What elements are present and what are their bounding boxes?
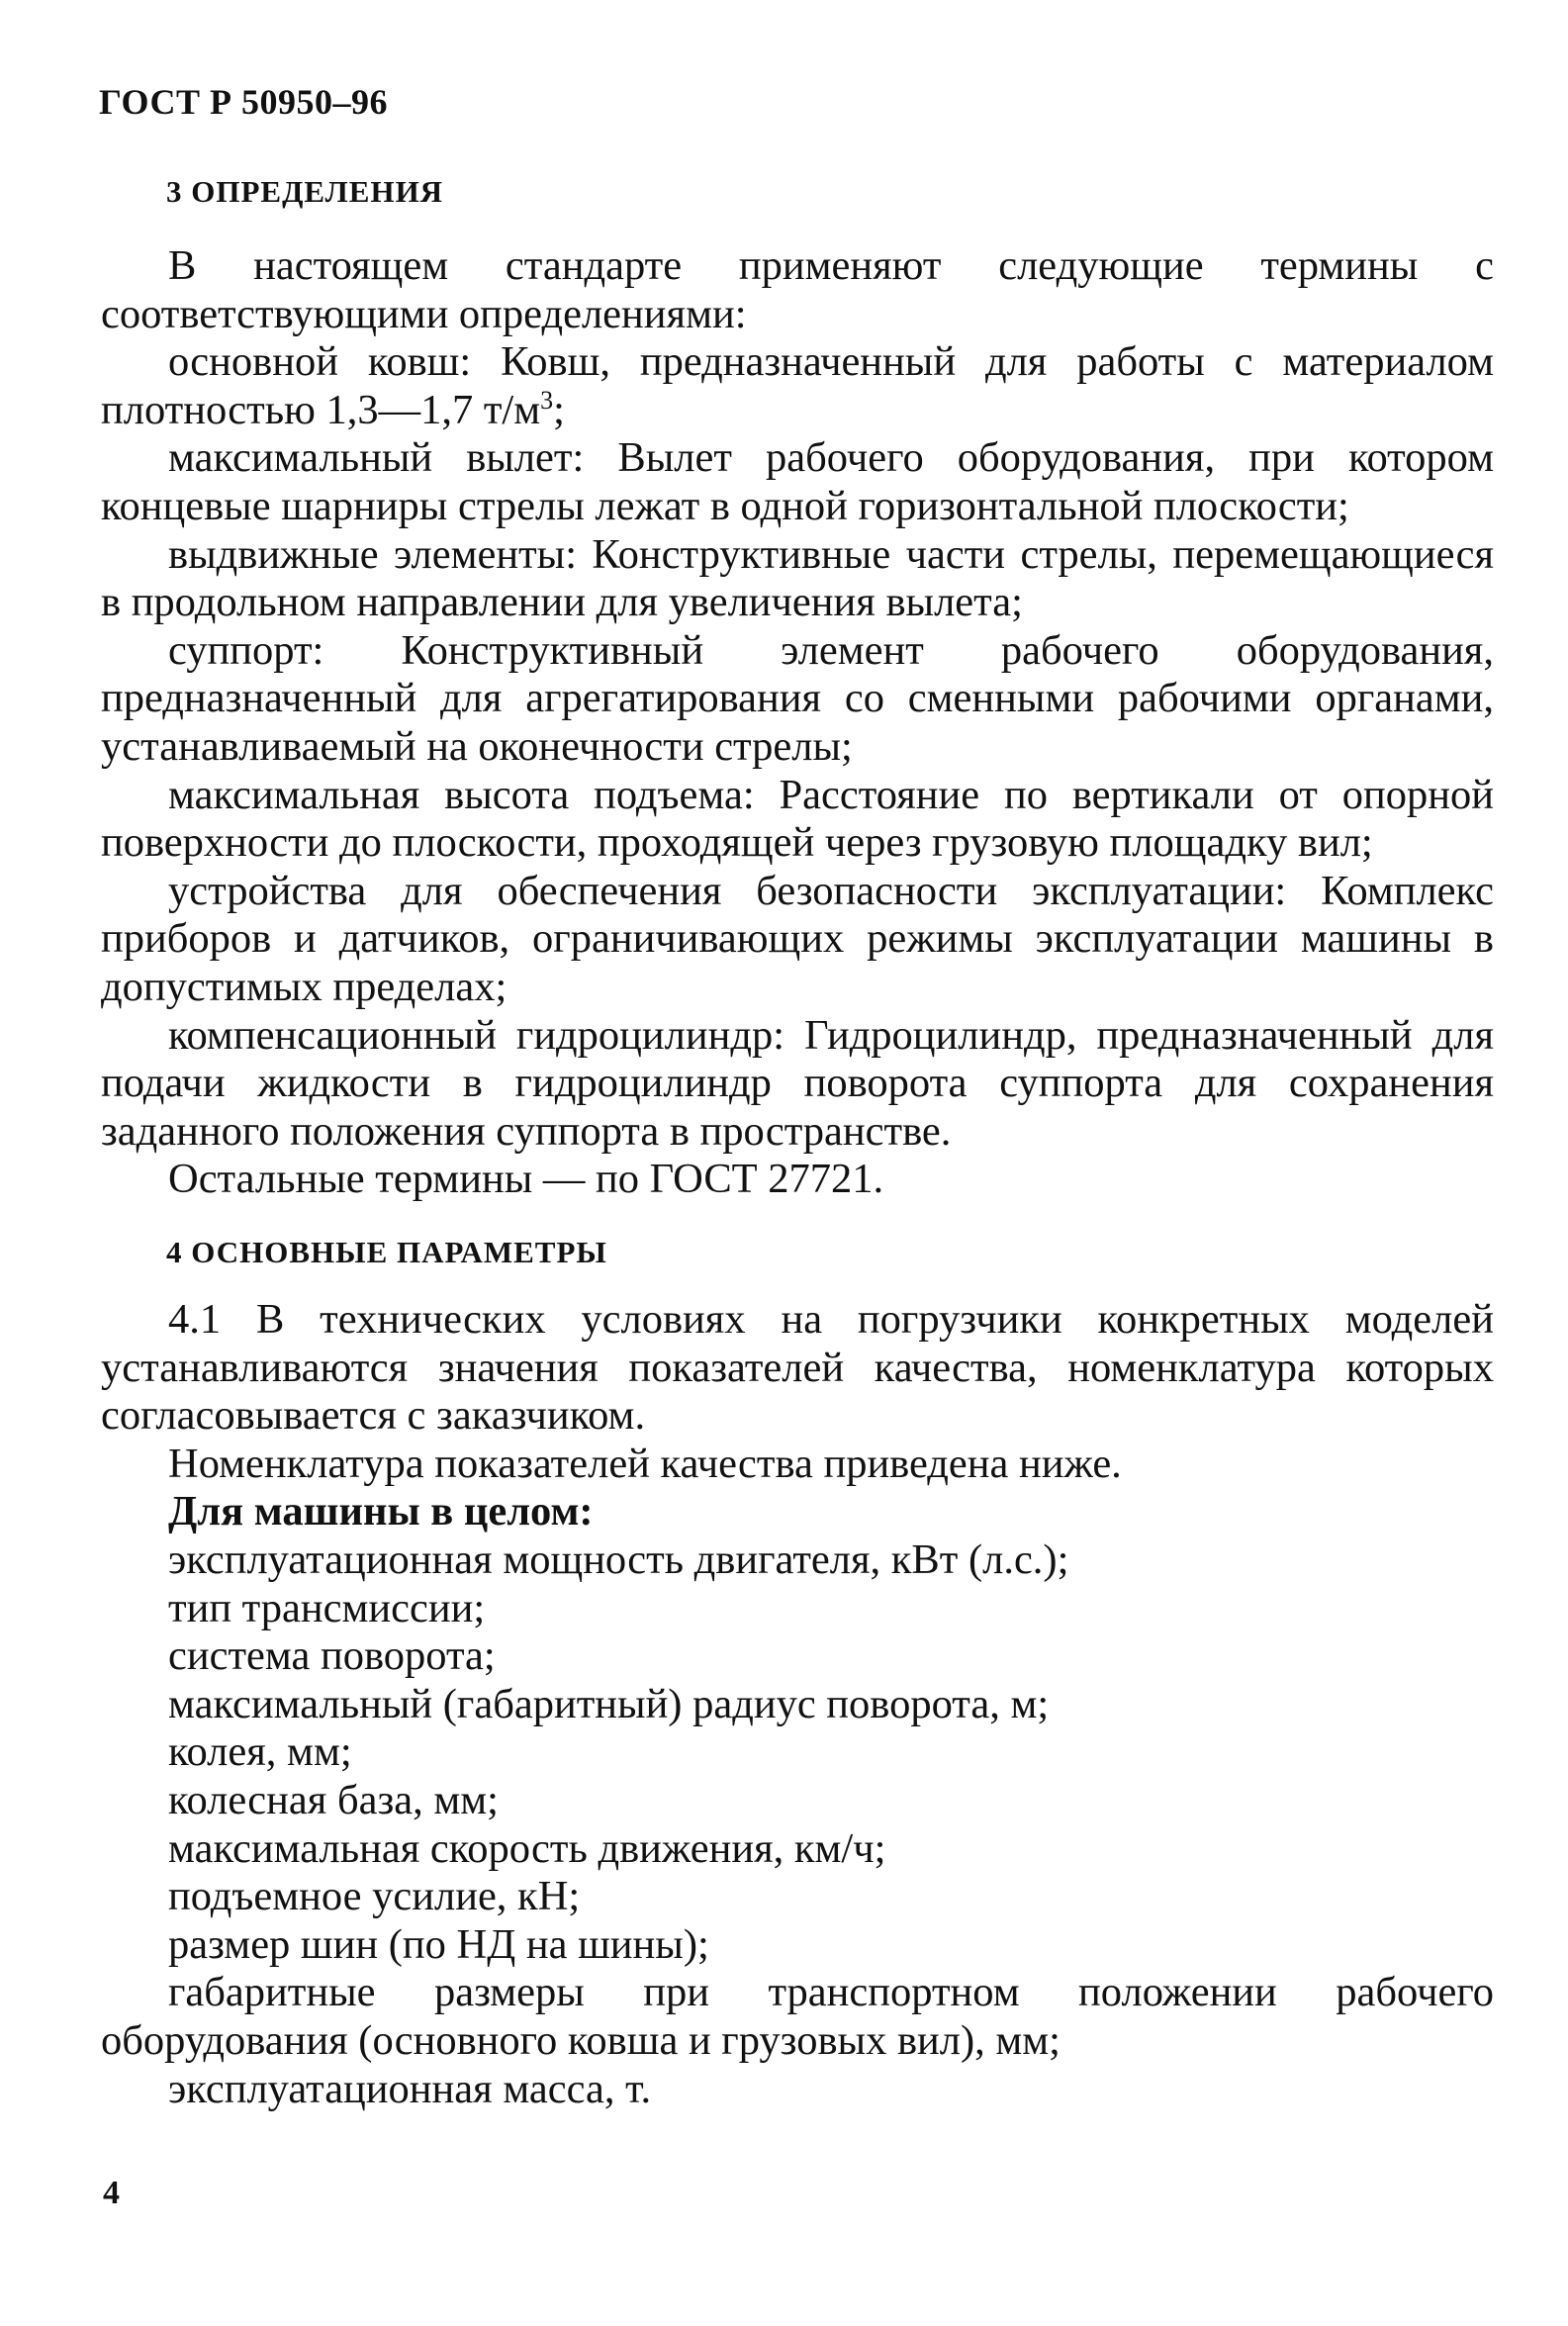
- definition-compensation-cylinder: компенсационный гидроцилиндр: Гидроцилиндр, предназначенный для подачи жидкости в гидроцилиндр поворота суппорта для сохранения заданного положения суппорта в пространстве.: [101, 1011, 1494, 1155]
- list-item: эксплуатационная масса, т.: [168, 2065, 652, 2112]
- list-item: колея, мм;: [168, 1728, 352, 1776]
- list-item: максимальная скорость движения, км/ч;: [168, 1824, 886, 1872]
- section-4-title: 4 ОСНОВНЫЕ ПАРАМЕТРЫ: [166, 1235, 607, 1269]
- document-header: ГОСТ Р 50950–96: [99, 82, 388, 122]
- section-4-paragraph-1: 4.1 В технических условиях на погрузчики конкретных моделей устанавливаются значения показателей качества, номенклатура которых согласовывается с заказчиком.: [101, 1296, 1494, 1440]
- definition-max-reach: максимальный вылет: Вылет рабочего оборудования, при котором концевые шарниры стрелы лежат в одной горизонтальной плоскости;: [101, 434, 1494, 529]
- list-item: подъемное усилие, кН;: [168, 1873, 581, 1920]
- superscript: 3: [540, 385, 554, 415]
- section-3-body: [101, 242, 1494, 1204]
- list-item: эксплуатационная мощность двигателя, кВт (л.с.);: [168, 1535, 1069, 1583]
- list-item: размер шин (по НД на шины);: [168, 1920, 709, 1968]
- section-4-paragraph-2: Номенклатура показателей качества приведена ниже.: [168, 1440, 1122, 1487]
- section-3-intro: В настоящем стандарте применяют следующие термины с соответствующими определениями:: [101, 242, 1494, 337]
- list-item: габаритные размеры при транспортном положении рабочего оборудования (основного ковша и грузовых вил), мм;: [101, 1969, 1494, 2064]
- definition-telescopic-elements: выдвижные элементы: Конструктивные части стрелы, перемещающиеся в продольном направлении для увеличения вылета;: [101, 530, 1494, 626]
- section-4-body: [101, 1296, 1494, 2113]
- section-4-subheading: Для машины в целом:: [168, 1488, 594, 1535]
- list-item: система поворота;: [168, 1632, 496, 1680]
- definition-support: суппорт: Конструктивный элемент рабочего оборудования, предназначенный для агрегатирования со сменными рабочими органами, устанавливаемый на оконечности стрелы;: [101, 626, 1494, 770]
- section-3-closing: Остальные термины — по ГОСТ 27721.: [168, 1156, 884, 1203]
- list-item: максимальный (габаритный) радиус поворота, м;: [168, 1680, 1050, 1727]
- list-item: тип трансмиссии;: [168, 1584, 486, 1631]
- section-3-title: 3 ОПРЕДЕЛЕНИЯ: [166, 174, 444, 209]
- definition-max-lift-height: максимальная высота подъема: Расстояние по вертикали от опорной поверхности до плоскости, проходящей через грузовую площадку вил;: [101, 771, 1494, 867]
- definition-main-bucket: основной ковш: Ковш, предназначенный для работы с материалом плотностью 1,3—1,7 $т/м^3$;: [101, 338, 1494, 433]
- page-number: 4: [103, 2175, 120, 2211]
- list-item: колесная база, мм;: [168, 1776, 499, 1823]
- definition-safety-devices: устройства для обеспечения безопасности эксплуатации: Комплекс приборов и датчиков, ограничивающих режимы эксплуатации машины в допустимых пределах;: [101, 867, 1494, 1010]
